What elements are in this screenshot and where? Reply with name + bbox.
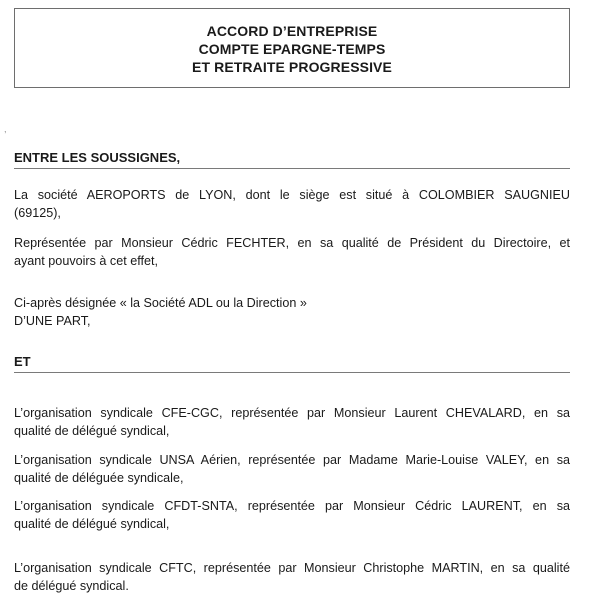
document-title-line-2: COMPTE EPARGNE-TEMPS (198, 41, 386, 57)
title-box (14, 8, 570, 88)
union-cftc-line-1: L’organisation syndicale CFTC, représentée par Monsieur Christophe MARTIN, en sa qualité (14, 561, 570, 575)
union-cfdt-line-1: L’organisation syndicale CFDT-SNTA, représentée par Monsieur Cédric LAURENT, en sa (14, 499, 570, 513)
union-cfe-cgc-line-1: L’organisation syndicale CFE-CGC, représentée par Monsieur Laurent CHEVALARD, en sa (14, 406, 570, 420)
union-cfe-cgc-line-2: qualité de délégué syndical, (14, 424, 170, 438)
margin-mark: , (4, 124, 7, 134)
section-heading-and: ET (14, 354, 570, 373)
document-title-line-1: ACCORD D’ENTREPRISE (206, 23, 378, 39)
section-heading-parties: ENTRE LES SOUSSIGNES, (14, 150, 570, 169)
union-unsa-line-2: qualité de déléguée syndicale, (14, 471, 184, 485)
representative-paragraph-line-2: ayant pouvoirs à cet effet, (14, 254, 158, 268)
document-title-line-3: ET RETRAITE PROGRESSIVE (192, 59, 392, 75)
first-party-label: D’UNE PART, (14, 314, 91, 328)
union-cftc-line-2: de délégué syndical. (14, 579, 129, 593)
designation-line: Ci-après désignée « la Société ADL ou la Direction » (14, 296, 307, 310)
company-paragraph-line-1: La société AEROPORTS de LYON, dont le siège est situé à COLOMBIER SAUGNIEU (14, 188, 570, 202)
union-unsa-line-1: L’organisation syndicale UNSA Aérien, représentée par Madame Marie-Louise VALEY, en sa (14, 453, 570, 467)
company-paragraph-line-2: (69125), (14, 206, 61, 220)
union-cfdt-line-2: qualité de délégué syndical, (14, 517, 170, 531)
representative-paragraph-line-1: Représentée par Monsieur Cédric FECHTER, en sa qualité de Président du Directoire, et (14, 236, 570, 250)
